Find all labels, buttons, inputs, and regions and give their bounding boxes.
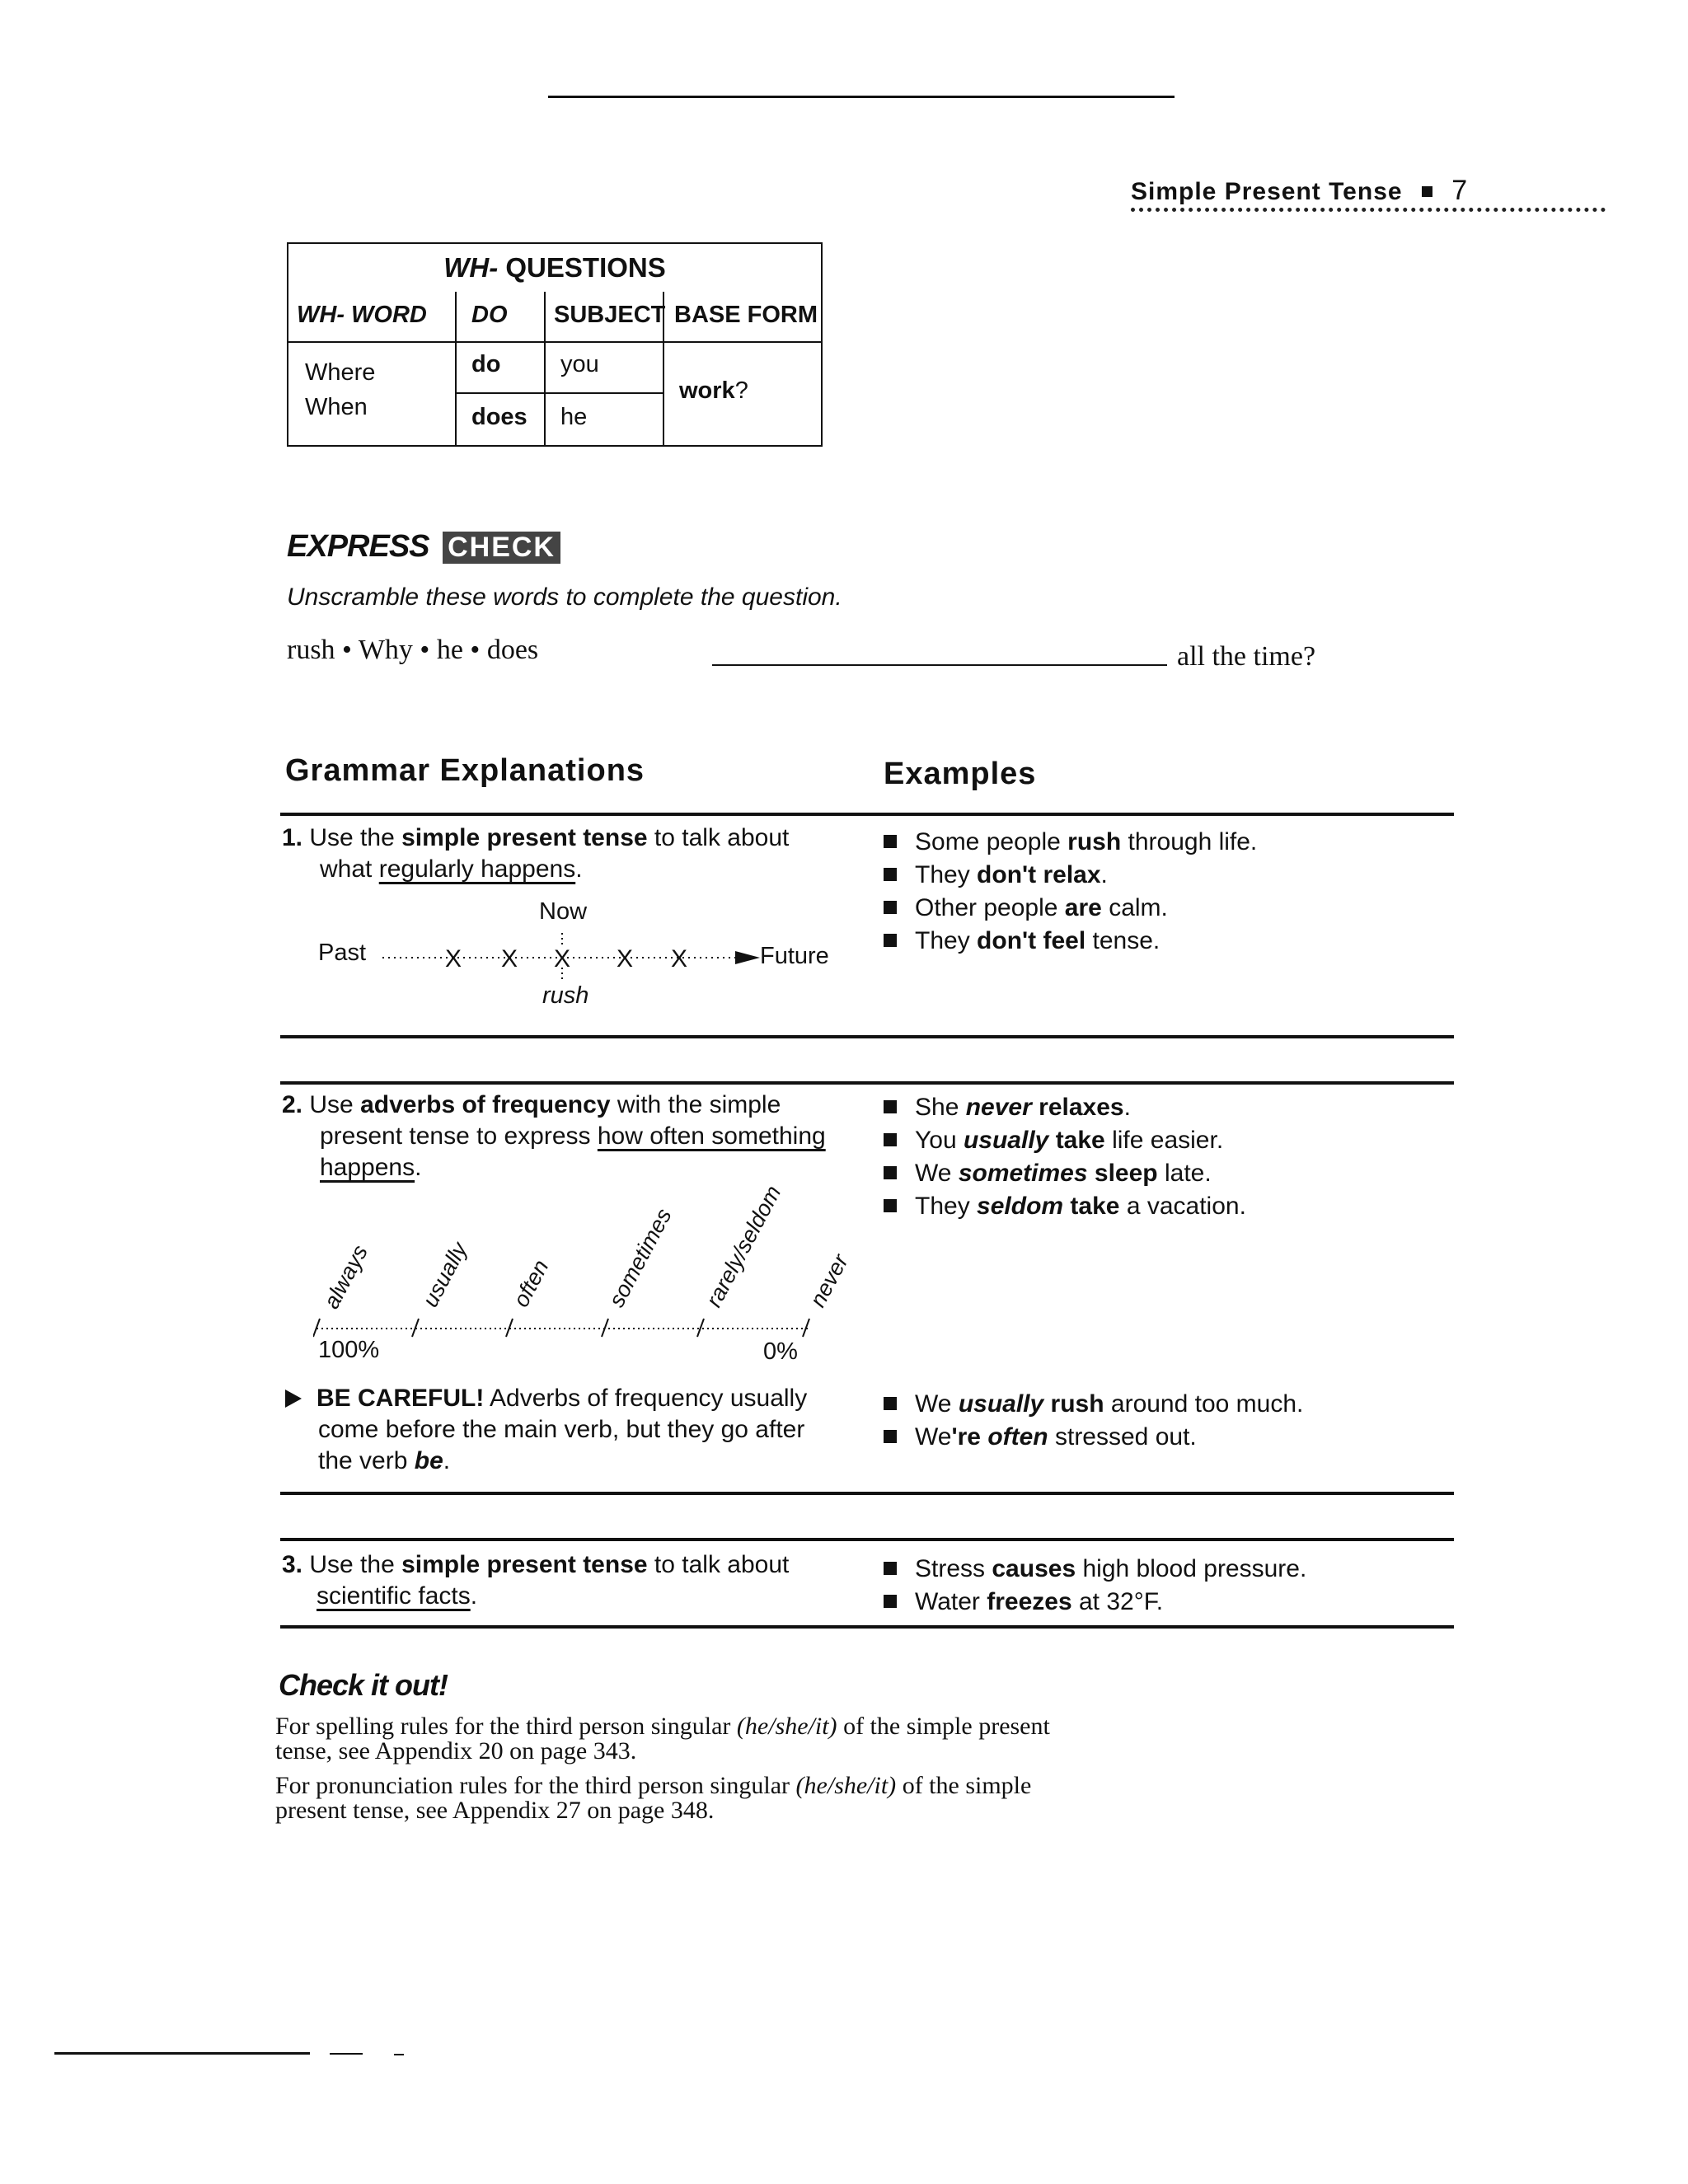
do-form-does: does bbox=[471, 404, 528, 430]
bottom-rule-short bbox=[330, 2053, 363, 2055]
header-square-icon bbox=[1422, 186, 1432, 197]
section1-explanation bbox=[282, 823, 842, 885]
express-check-heading bbox=[287, 529, 560, 565]
example-careful-1: We usually rush around too much. bbox=[884, 1388, 1303, 1421]
be-careful-line2: come before the main verb, but they go after bbox=[318, 1416, 805, 1443]
running-header bbox=[1131, 175, 1468, 207]
timeline-diagram bbox=[313, 898, 849, 1014]
example-1-4: They don't feel tense. bbox=[884, 925, 1257, 958]
top-rule bbox=[548, 96, 1175, 98]
bullet-icon bbox=[884, 835, 897, 848]
col-header-subject: SUBJECT bbox=[554, 302, 666, 328]
section2-line3: happens. bbox=[320, 1154, 422, 1181]
timeline-now-label: Now bbox=[539, 898, 588, 925]
check-it-out-title: Check it out! bbox=[279, 1668, 448, 1702]
section-rule-bottom-1 bbox=[280, 1035, 1454, 1038]
examples-heading: Examples bbox=[884, 757, 1037, 791]
example-careful-2: We're often stressed out. bbox=[884, 1421, 1303, 1454]
col-header-base-form: BASE FORM bbox=[674, 302, 818, 328]
bottom-rule bbox=[54, 2052, 310, 2055]
bullet-icon bbox=[884, 1595, 897, 1608]
section1-line2: what regularly happens. bbox=[320, 855, 583, 883]
col-divider-2 bbox=[544, 292, 546, 447]
bullet-icon bbox=[884, 1199, 897, 1212]
header-dotted-rule bbox=[1131, 208, 1606, 212]
bullet-icon bbox=[884, 868, 897, 881]
do-form-do: do bbox=[471, 351, 501, 377]
bullet-icon bbox=[884, 901, 897, 914]
bullet-icon bbox=[884, 934, 897, 947]
express-label: EXPRESS bbox=[287, 529, 429, 564]
svg-text:X: X bbox=[500, 945, 518, 972]
col-divider-1 bbox=[455, 292, 457, 447]
answer-blank-input[interactable] bbox=[712, 664, 1167, 666]
check-it-out-para2: For pronunciation rules for the third person singular (he/she/it) of the simple present tense, see Appendix 27 on page 348. bbox=[275, 1772, 1032, 1824]
example-2-1: She never relaxes. bbox=[884, 1091, 1246, 1124]
bottom-rule-mark bbox=[394, 2054, 404, 2055]
section2-line2: present tense to express how often something bbox=[320, 1122, 826, 1150]
scrambled-words: rush • Why • he • does bbox=[287, 635, 539, 665]
example-1-1: Some people rush through life. bbox=[884, 826, 1257, 859]
example-2-4: They seldom take a vacation. bbox=[884, 1190, 1246, 1223]
inner-row-rule bbox=[455, 392, 663, 394]
svg-text:X: X bbox=[670, 945, 688, 972]
svg-text:X: X bbox=[616, 945, 634, 972]
base-form-work: work? bbox=[679, 377, 748, 404]
scale-word-never: never bbox=[804, 1250, 854, 1311]
example-3-1: Stress causes high blood pressure. bbox=[884, 1553, 1306, 1586]
scale-right-label: 0% bbox=[763, 1338, 798, 1365]
section-rule-top-2 bbox=[280, 1081, 1454, 1085]
timeline-rush-label: rush bbox=[542, 982, 589, 1009]
section3-examples bbox=[884, 1553, 1306, 1619]
section2-examples bbox=[884, 1091, 1246, 1223]
section-rule-top-1 bbox=[280, 813, 1454, 816]
section3-line2: scientific facts. bbox=[316, 1582, 478, 1610]
wh-word-when: When bbox=[305, 394, 368, 420]
running-title: Simple Present Tense bbox=[1131, 178, 1403, 205]
express-instruction: Unscramble these words to complete the question. bbox=[287, 583, 842, 611]
be-careful-line3: the verb be. bbox=[318, 1447, 451, 1474]
be-careful-line1: BE CAREFUL! Adverbs of frequency usually bbox=[282, 1383, 859, 1414]
timeline-past-label: Past bbox=[318, 940, 367, 966]
bullet-icon bbox=[884, 1133, 897, 1146]
wh-word-where: Where bbox=[305, 359, 376, 386]
scale-word-often: often bbox=[508, 1255, 554, 1311]
section3-explanation bbox=[282, 1549, 859, 1612]
scale-left-label: 100% bbox=[318, 1337, 380, 1363]
section-rule-bottom-3 bbox=[280, 1625, 1454, 1629]
section3-line1: 3. Use the simple present tense to talk about bbox=[282, 1551, 790, 1578]
section-rule-bottom-2 bbox=[280, 1492, 1454, 1495]
scale-word-usually: usually bbox=[417, 1238, 472, 1311]
scale-word-sometimes: sometimes bbox=[603, 1204, 677, 1311]
section-rule-top-3 bbox=[280, 1538, 1454, 1541]
example-2-3: We sometimes sleep late. bbox=[884, 1157, 1246, 1190]
timeline-future-label: Future bbox=[760, 943, 829, 969]
table-title: WH- QUESTIONS bbox=[443, 252, 666, 283]
be-careful-examples bbox=[884, 1388, 1303, 1454]
example-1-2: They don't relax. bbox=[884, 859, 1257, 892]
triangle-pointer-icon bbox=[285, 1390, 302, 1408]
frequency-scale bbox=[313, 1170, 857, 1368]
svg-text:X: X bbox=[444, 945, 462, 972]
question-tail: all the time? bbox=[1177, 641, 1316, 672]
scale-word-rarely-seldom: rarely/seldom bbox=[701, 1181, 786, 1311]
section1-examples bbox=[884, 826, 1257, 958]
wh-questions-table bbox=[287, 242, 823, 447]
check-badge: CHECK bbox=[443, 532, 560, 564]
page-number: 7 bbox=[1451, 175, 1469, 206]
bullet-icon bbox=[884, 1100, 897, 1113]
col-header-wh-word: WH- WORD bbox=[297, 302, 427, 328]
svg-text:X: X bbox=[553, 945, 571, 972]
section2-line1: 2. Use adverbs of frequency with the simple bbox=[282, 1091, 781, 1118]
bullet-icon bbox=[884, 1562, 897, 1575]
bullet-icon bbox=[884, 1397, 897, 1410]
example-1-3: Other people are calm. bbox=[884, 892, 1257, 925]
col-header-do: DO bbox=[471, 302, 508, 328]
section2-explanation bbox=[282, 1090, 859, 1183]
bullet-icon bbox=[884, 1166, 897, 1179]
bullet-icon bbox=[884, 1430, 897, 1443]
grammar-heading: Grammar Explanations bbox=[285, 753, 645, 788]
subject-you: you bbox=[560, 351, 599, 377]
be-careful-note bbox=[282, 1383, 859, 1477]
subject-he: he bbox=[560, 404, 588, 430]
section1-line1: 1. Use the simple present tense to talk about bbox=[282, 824, 790, 851]
example-3-2: Water freezes at 32°F. bbox=[884, 1586, 1306, 1619]
check-it-out-body bbox=[275, 1714, 1050, 1823]
header-row-rule bbox=[288, 341, 821, 343]
example-2-2: You usually take life easier. bbox=[884, 1124, 1246, 1157]
check-it-out-para1: For spelling rules for the third person singular (he/she/it) of the simple present tense, see Appendix 20 on page 343. bbox=[275, 1713, 1050, 1765]
scale-word-always: always bbox=[318, 1240, 373, 1313]
